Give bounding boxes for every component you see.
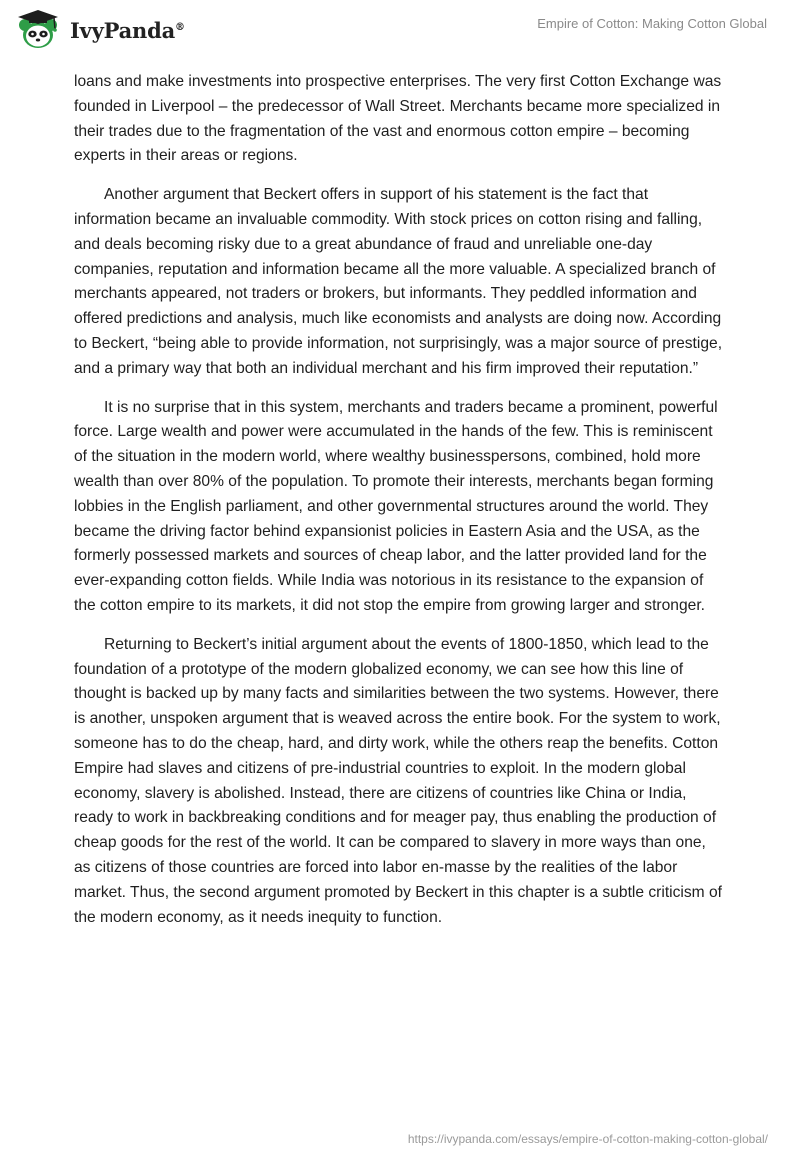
paragraph: It is no surprise that in this system, merchants and traders became a prominent, powerful force. Large wealth and power were accumulated in the hands of the few. This is reminiscent of the situation in the modern world, where wealthy businesspersons, combined, hold more wealth than over 80% of the population. To promote their interests, merchants began forming lobbies in the English parliament, and other governmental structures around the world. They became the driving factor behind expansionist policies in Eastern Asia and the USA, as the formerly possessed markets and sources of cheap labor, and the latter provided land for the ever-expanding cotton fields. While India was notorious in its resistance to the expansion of the cotton empire to its markets, it did not stop the empire from growing larger and stronger. [74,398,718,614]
brand-name: IvyPanda® [70,17,185,43]
ivypanda-logo[interactable] [14,8,185,52]
paragraph-continuation: loans and make investments into prospective enterprises. The very first Cotton Exchange was founded in Liverpool – the predecessor of Wall Street. Merchants became more specialized in their trades due to the fragmentation of the vast and enormous cotton empire – becoming experts in their areas or regions. [74,73,722,165]
essay-body [74,70,726,944]
paragraph: Returning to Beckert’s initial argument about the events of 1800-1850, which lead to the foundation of a prototype of the modern globalized economy, we can see how this line of thought is backed up by many facts and similarities between the two systems. However, there is another, unspoken argument that is weaved across the entire book. For the system to work, someone has to do the cheap, hard, and dirty work, while the others reap the benefits. Cotton Empire had slaves and citizens of pre-industrial countries to exploit. In the modern global economy, slavery is abolished. Instead, there are citizens of countries like China or India, ready to work in backbreaking conditions and for meager pay, thus enabling the production of cheap goods for the rest of the world. It can be compared to slavery in more ways than one, as citizens of those countries are forced into labor en-masse by the realities of the labor market. Thus, the second argument promoted by Beckert in this chapter is a subtle criticism of the modern economy, as it needs inequity to function. [74,635,723,926]
source-url[interactable]: https://ivypanda.com/essays/empire-of-cotton-making-cotton-global/ [407,1132,768,1146]
panda-graduate-icon [14,8,64,52]
page-header [0,0,800,70]
registered-mark: ® [175,21,185,33]
document-title: Empire of Cotton: Making Cotton Global [537,16,767,31]
paragraph: Another argument that Beckert offers in support of his statement is the fact that information became an invaluable commodity. With stock prices on cotton rising and falling, and deals becoming risky due to a great abundance of fraud and unreliable one-day companies, reputation and information became all the more valuable. A specialized branch of merchants appeared, not traders or brokers, but informants. They peddled information and offered predictions and analysis, much like economists and analysts are doing now. According to Beckert, “being able to provide information, not surprisingly, was a major source of prestige, and a primary way that both an individual merchant and his firm improved their reputation.” [74,186,723,377]
